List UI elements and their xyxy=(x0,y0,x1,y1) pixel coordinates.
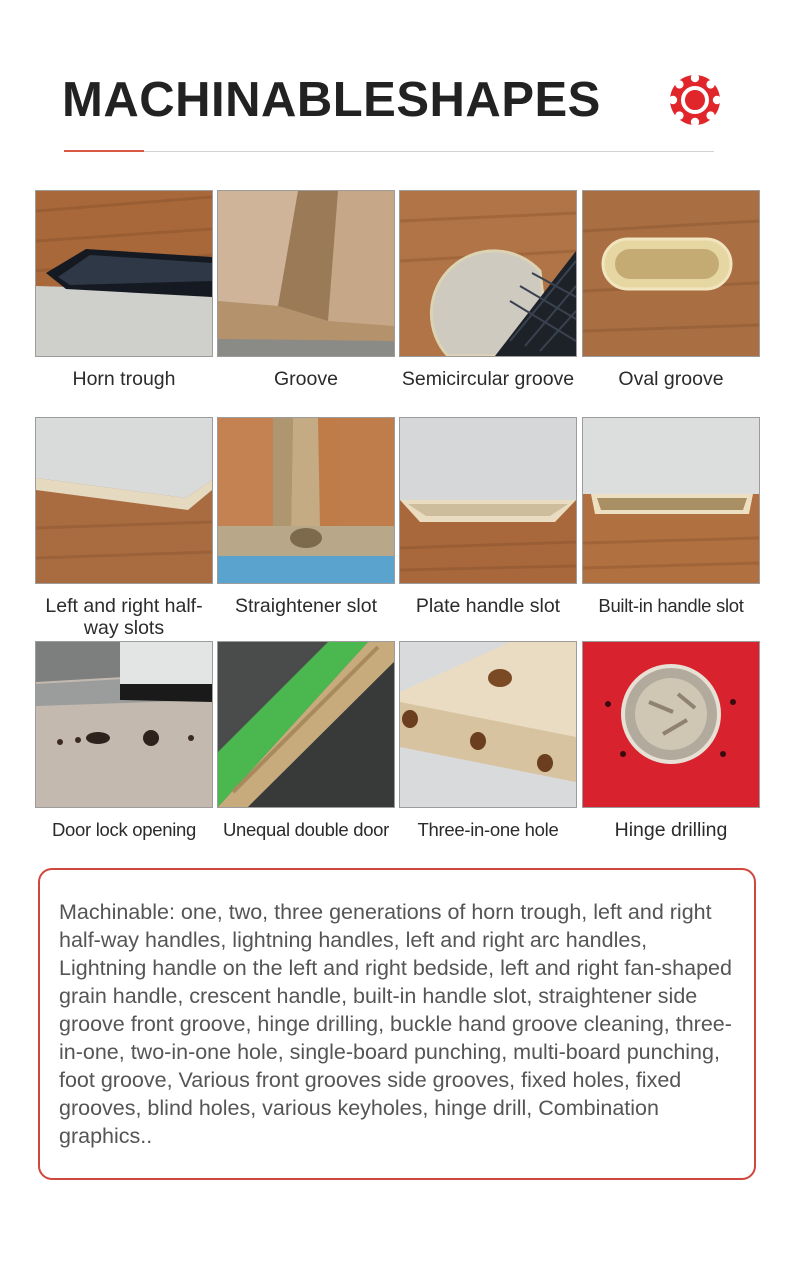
hinge-drilling-photo xyxy=(582,641,760,808)
shape-card-horn-trough xyxy=(35,190,213,390)
semicircular-groove-photo xyxy=(399,190,577,357)
horn-trough-photo xyxy=(35,190,213,357)
oval-groove-photo xyxy=(582,190,760,357)
shape-label: Unequal double door xyxy=(222,819,390,840)
header-accent-bar xyxy=(64,150,144,152)
shape-label: Hinge drilling xyxy=(614,819,728,841)
shape-label: Three-in-one hole xyxy=(417,819,559,840)
shape-card-oval-groove xyxy=(582,190,760,390)
shape-label: Horn trough xyxy=(72,368,176,390)
description-text: Machinable: one, two, three generations of horn trough, left and right half-way handles, lightning handles, left and right arc handles, Lightning handle on the left and right bedside, left and right fan-shaped grain handle, crescent handle, built-in handle slot, straightener side groove front groove, hinge drilling, buckle hand groove cleaning, three-in-one, two-in-one hole, single-board punching, multi-board punching, foot groove, Various front grooves side grooves, fixed holes, fixed grooves, blind holes, various keyholes, hinge drill, Combination graphics.. xyxy=(59,900,732,1148)
shape-label: Door lock opening xyxy=(51,819,197,840)
shape-card-unequal-double-door xyxy=(217,641,395,841)
shape-card-three-in-one-hole xyxy=(399,641,577,841)
straightener-slot-photo xyxy=(217,417,395,584)
shape-label: Semicircular groove xyxy=(401,368,575,390)
door-lock-opening-photo xyxy=(35,641,213,808)
header-divider xyxy=(64,151,714,152)
groove-photo xyxy=(217,190,395,357)
shape-label: Groove xyxy=(274,368,338,390)
shape-card-built-in-handle-slot xyxy=(582,417,760,617)
description-box xyxy=(38,868,756,1180)
shape-card-half-way-slots xyxy=(35,417,213,639)
page-title: MACHINABLESHAPES xyxy=(62,73,601,127)
half-way-slots-photo xyxy=(35,417,213,584)
plate-handle-slot-photo xyxy=(399,417,577,584)
shape-label: Straightener slot xyxy=(235,595,377,617)
unequal-double-door-photo xyxy=(217,641,395,808)
shape-card-semicircular-groove xyxy=(399,190,577,390)
three-in-one-hole-photo xyxy=(399,641,577,808)
shape-card-plate-handle-slot xyxy=(399,417,577,617)
shape-label: Plate handle slot xyxy=(415,595,561,617)
shape-card-door-lock-opening xyxy=(35,641,213,841)
built-in-handle-slot-photo xyxy=(582,417,760,584)
shape-card-hinge-drilling xyxy=(582,641,760,841)
shape-label: Left and right half-way slots xyxy=(45,595,203,639)
shape-label: Built-in handle slot xyxy=(598,595,744,616)
shape-card-groove xyxy=(217,190,395,390)
shape-card-straightener-slot xyxy=(217,417,395,617)
shape-label: Oval groove xyxy=(618,368,724,390)
gear-saw-icon xyxy=(668,73,722,127)
